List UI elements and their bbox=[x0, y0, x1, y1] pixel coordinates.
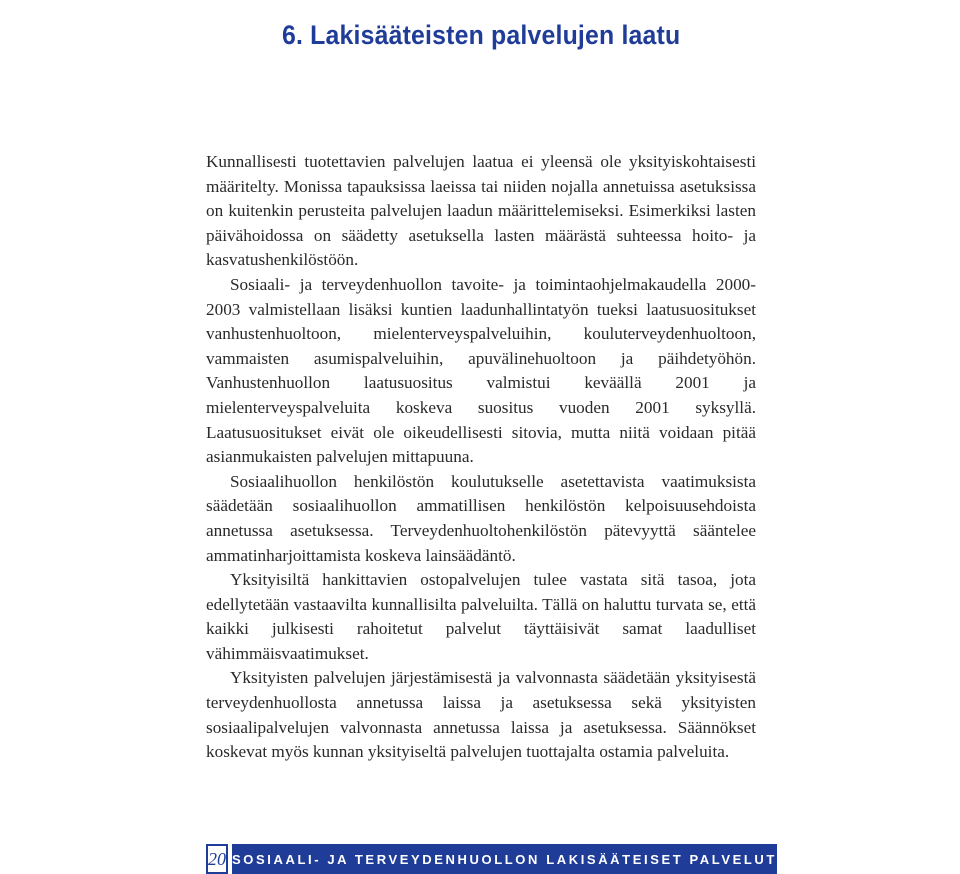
paragraph: Kunnallisesti tuotettavien palvelujen laatua ei yleensä ole yksityiskohtaisesti määritelty. Monissa tapauksissa laeissa tai niiden nojalla annetuissa asetuksissa on kuitenkin perusteita palvelujen laadun määrittelemiseksi. Esimerkiksi lasten päivähoidossa on säädetty asetuksella lasten määrästä suhteessa hoito- ja kasvatushenkilöstöön. bbox=[206, 152, 756, 270]
page-number: 20 bbox=[206, 844, 228, 874]
paragraph: Yksityisten palvelujen järjestämisestä ja valvonnasta säädetään yksityisestä terveydenhuollosta annetussa laissa ja asetuksessa sekä yksityisten sosiaalipalvelujen valvonnasta annetussa laissa ja asetuksessa. Säännökset koskevat myös kunnan yksityiseltä palvelujen tuottajalta ostamia palveluita. bbox=[206, 668, 756, 762]
body-text bbox=[206, 150, 756, 765]
paragraph: Yksityisiltä hankittavien ostopalvelujen tulee vastata sitä tasoa, jota edellytetään vastaavilta kunnallisilta palveluilta. Tällä on haluttu turvata se, että kaikki julkisesti rahoitetut palvelut täyttäisivät samat laadulliset vähimmäisvaatimukset. bbox=[206, 570, 756, 663]
chapter-title: 6. Lakisääteisten palvelujen laatu bbox=[282, 20, 681, 50]
paragraph: Sosiaalihuollon henkilöstön koulutukselle asetettavista vaatimuksista säädetään sosiaalihuollon ammatillisen henkilöstön kelpoisuusehdoista annetussa asetuksessa. Terveydenhuoltohenkilöstön pätevyyttä sääntelee ammatinharjoittamista koskeva lainsäädäntö. bbox=[206, 471, 756, 565]
running-footer-title: SOSIAALI- JA TERVEYDENHUOLLON LAKISÄÄTEISET PALVELUT bbox=[232, 844, 777, 874]
page-footer bbox=[206, 844, 777, 874]
paragraph: Sosiaali- ja terveydenhuollon tavoite- ja toimintaohjelmakaudella 2000-2003 valmistellaan lisäksi kuntien laadunhallintatyön tueksi laatusuositukset vanhustenhuoltoon, mielenterveyspalveluihin, kouluterveydenhuoltoon, vammaisten asumispalveluihin, apuvälinehuoltoon ja päihdetyöhön. Vanhustenhuollon laatusuositus valmistui keväällä 2001 ja mielenterveyspalveluita koskeva suositus vuoden 2001 syksyllä. Laatusuositukset eivät ole oikeudellisesti sitovia, mutta niitä voidaan pitää asianmukaisten palvelujen mittapuuna. bbox=[206, 274, 756, 467]
